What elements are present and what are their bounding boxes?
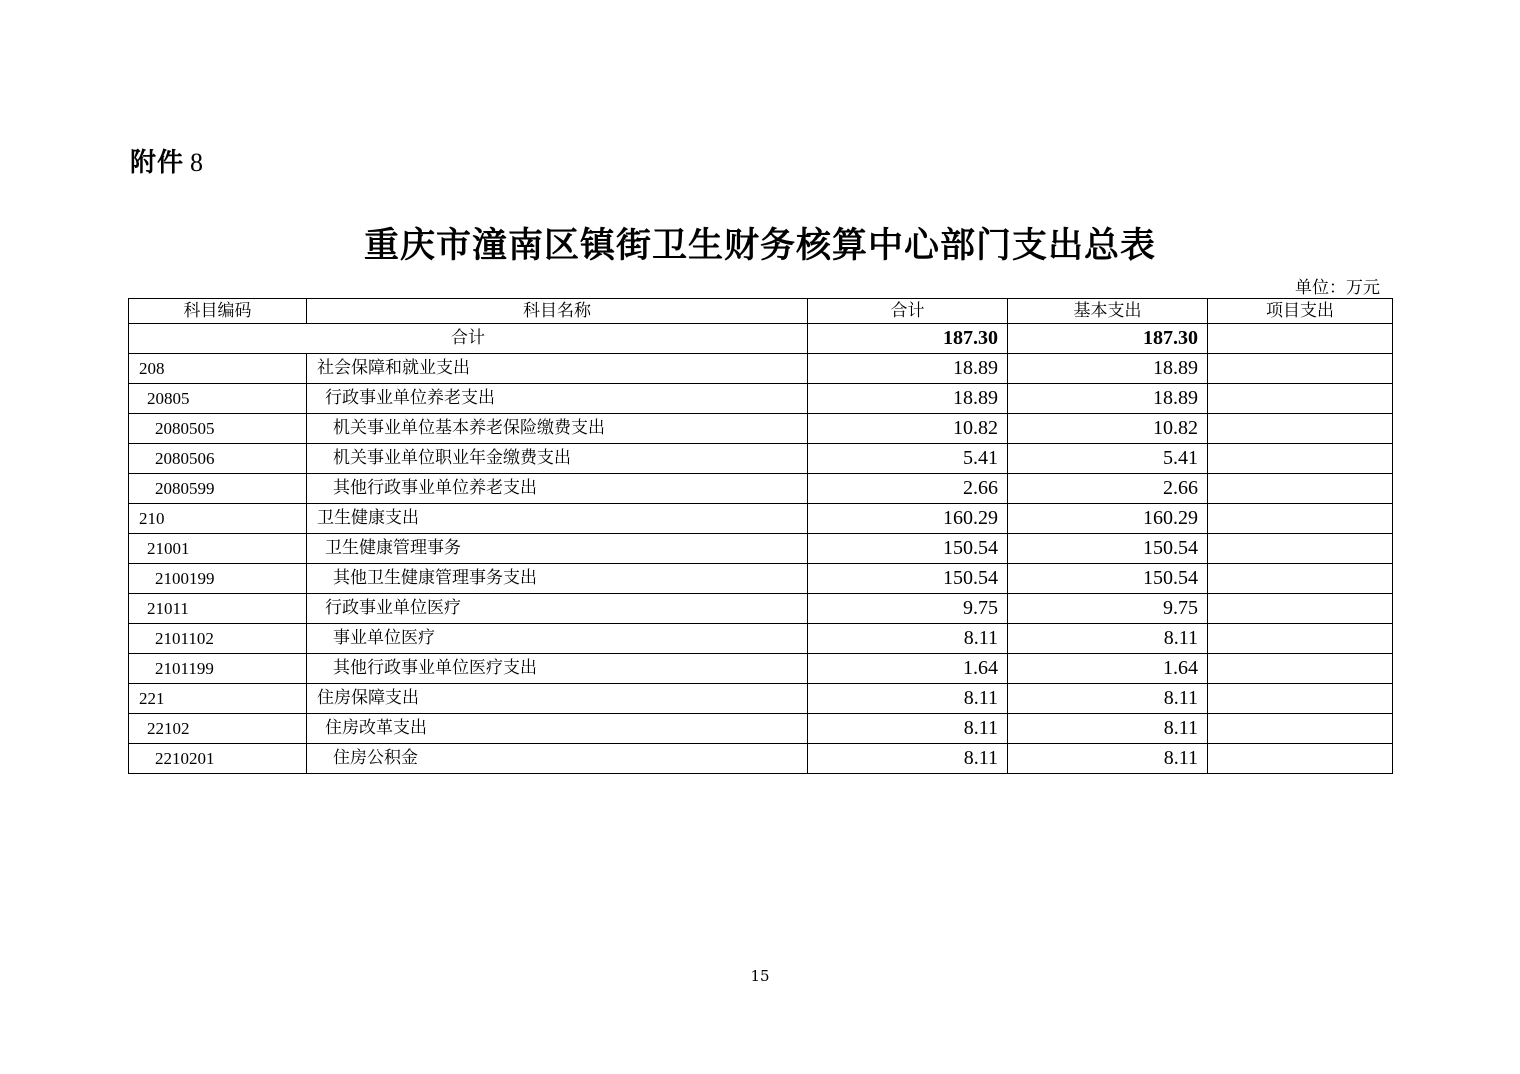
row-basic: 150.54 (1008, 564, 1208, 594)
table-row (129, 474, 1393, 504)
table-row (129, 714, 1393, 744)
unit-label: 单位：万元 (1295, 278, 1380, 298)
row-basic: 18.89 (1008, 354, 1208, 384)
table-row (129, 534, 1393, 564)
row-name: 机关事业单位基本养老保险缴费支出 (307, 414, 808, 444)
row-project (1208, 624, 1393, 654)
row-sum: 5.41 (808, 444, 1008, 474)
row-project (1208, 594, 1393, 624)
row-project (1208, 654, 1393, 684)
table-row (129, 654, 1393, 684)
row-code: 21001 (129, 534, 307, 564)
table-row (129, 504, 1393, 534)
total-label: 合计 (129, 324, 808, 354)
row-project (1208, 744, 1393, 774)
row-sum: 8.11 (808, 684, 1008, 714)
row-project (1208, 534, 1393, 564)
table-row (129, 384, 1393, 414)
row-basic: 9.75 (1008, 594, 1208, 624)
page-number: 15 (750, 967, 770, 985)
row-sum: 10.82 (808, 414, 1008, 444)
row-project (1208, 564, 1393, 594)
row-basic: 160.29 (1008, 504, 1208, 534)
row-project (1208, 684, 1393, 714)
table-row (129, 594, 1393, 624)
table-row (129, 354, 1393, 384)
header-code: 科目编码 (129, 299, 307, 324)
row-name: 行政事业单位医疗 (307, 594, 808, 624)
row-basic: 8.11 (1008, 744, 1208, 774)
row-project (1208, 714, 1393, 744)
row-name: 住房改革支出 (307, 714, 808, 744)
row-name: 其他行政事业单位养老支出 (307, 474, 808, 504)
row-sum: 8.11 (808, 714, 1008, 744)
row-code: 2210201 (129, 744, 307, 774)
row-code: 2080506 (129, 444, 307, 474)
row-sum: 1.64 (808, 654, 1008, 684)
row-code: 2101199 (129, 654, 307, 684)
total-basic: 187.30 (1008, 324, 1208, 354)
row-basic: 8.11 (1008, 714, 1208, 744)
row-basic: 18.89 (1008, 384, 1208, 414)
row-basic: 8.11 (1008, 684, 1208, 714)
table-row (129, 564, 1393, 594)
row-sum: 18.89 (808, 354, 1008, 384)
row-code: 2101102 (129, 624, 307, 654)
row-sum: 8.11 (808, 744, 1008, 774)
row-name: 卫生健康支出 (307, 504, 808, 534)
total-row (129, 324, 1393, 354)
row-project (1208, 354, 1393, 384)
row-project (1208, 504, 1393, 534)
row-code: 2080505 (129, 414, 307, 444)
table-header-row (129, 299, 1393, 324)
total-project (1208, 324, 1393, 354)
row-project (1208, 444, 1393, 474)
row-project (1208, 414, 1393, 444)
attachment-text: 附件 (130, 148, 185, 178)
table-row (129, 744, 1393, 774)
header-name: 科目名称 (307, 299, 808, 324)
row-name: 住房保障支出 (307, 684, 808, 714)
row-sum: 8.11 (808, 624, 1008, 654)
row-basic: 150.54 (1008, 534, 1208, 564)
header-project: 项目支出 (1208, 299, 1393, 324)
table-row (129, 414, 1393, 444)
row-project (1208, 384, 1393, 414)
table-row (129, 444, 1393, 474)
row-code: 2100199 (129, 564, 307, 594)
table-row (129, 624, 1393, 654)
row-sum: 18.89 (808, 384, 1008, 414)
row-basic: 8.11 (1008, 624, 1208, 654)
row-name: 机关事业单位职业年金缴费支出 (307, 444, 808, 474)
row-name: 事业单位医疗 (307, 624, 808, 654)
row-code: 20805 (129, 384, 307, 414)
header-sum: 合计 (808, 299, 1008, 324)
table-row (129, 684, 1393, 714)
row-basic: 5.41 (1008, 444, 1208, 474)
row-code: 2080599 (129, 474, 307, 504)
row-sum: 150.54 (808, 564, 1008, 594)
attachment-number: 8 (190, 148, 205, 177)
row-name: 其他卫生健康管理事务支出 (307, 564, 808, 594)
row-code: 210 (129, 504, 307, 534)
row-name: 其他行政事业单位医疗支出 (307, 654, 808, 684)
row-basic: 2.66 (1008, 474, 1208, 504)
expenditure-table (128, 298, 1393, 774)
row-code: 22102 (129, 714, 307, 744)
row-basic: 1.64 (1008, 654, 1208, 684)
row-name: 卫生健康管理事务 (307, 534, 808, 564)
row-code: 21011 (129, 594, 307, 624)
row-sum: 160.29 (808, 504, 1008, 534)
row-basic: 10.82 (1008, 414, 1208, 444)
header-basic: 基本支出 (1008, 299, 1208, 324)
row-name: 住房公积金 (307, 744, 808, 774)
row-code: 208 (129, 354, 307, 384)
row-sum: 9.75 (808, 594, 1008, 624)
row-code: 221 (129, 684, 307, 714)
row-name: 社会保障和就业支出 (307, 354, 808, 384)
document-title: 重庆市潼南区镇街卫生财务核算中心部门支出总表 (363, 226, 1156, 266)
total-sum: 187.30 (808, 324, 1008, 354)
row-sum: 150.54 (808, 534, 1008, 564)
row-name: 行政事业单位养老支出 (307, 384, 808, 414)
row-sum: 2.66 (808, 474, 1008, 504)
row-project (1208, 474, 1393, 504)
attachment-label (130, 142, 204, 179)
